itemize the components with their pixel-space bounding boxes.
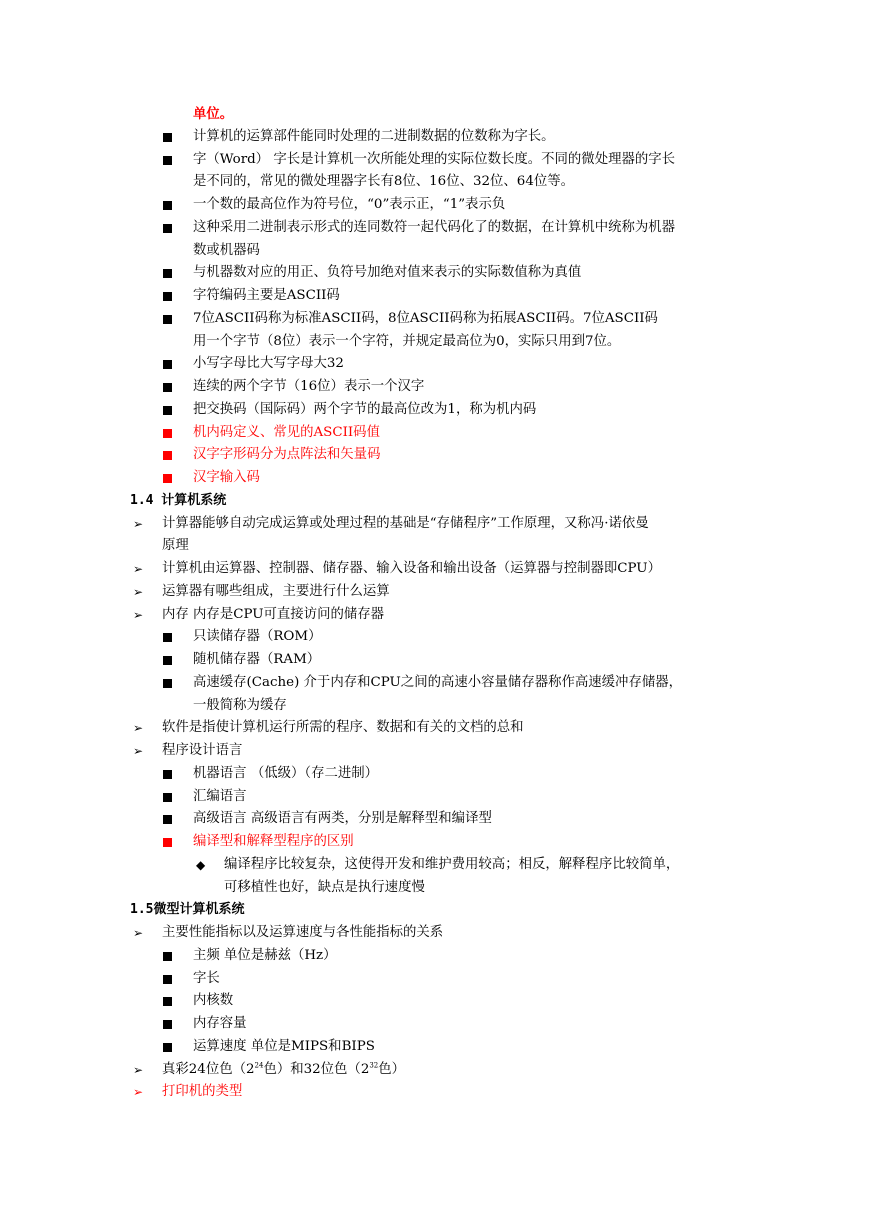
list-item — [0, 285, 869, 308]
square-bullet-icon — [163, 308, 172, 331]
list-item — [0, 376, 869, 399]
section-heading — [0, 899, 869, 922]
square-bullet-icon — [163, 626, 172, 649]
list-item — [0, 422, 869, 445]
line-text: 编译程序比较复杂，这使得开发和维护费用较高；相反，解释程序比较简单， — [224, 856, 680, 872]
list-item — [0, 467, 869, 490]
list-item — [0, 854, 869, 877]
line-text: 汉字输入码 — [193, 470, 260, 485]
line-text: 编译型和解释型程序的区别 — [193, 834, 354, 849]
arrow-bullet-icon: ➢ — [133, 1085, 144, 1100]
square-bullet-icon — [163, 285, 172, 308]
line-text: 用一个字节（8位）表示一个字符，并规定最高位为0，实际只用到7位。 — [193, 333, 621, 349]
list-item — [0, 194, 869, 217]
line-text: 一般简称为缓存 — [193, 697, 287, 713]
line-text: 与机器数对应的用正、负符号加绝对值来表示的实际数值称为真值 — [193, 265, 582, 281]
line-text: 内核数 — [193, 993, 234, 1009]
list-item — [0, 262, 869, 285]
list-item — [0, 217, 869, 240]
list-item — [0, 1013, 869, 1036]
line-text: 机器语言 （低级）（存二进制） — [193, 765, 379, 781]
list-item — [0, 1036, 869, 1059]
line-text: 字长 — [193, 970, 220, 986]
line-text: 运算器有哪些组成，主要进行什么运算 — [162, 583, 390, 599]
list-item — [0, 308, 869, 331]
square-bullet-icon — [163, 444, 172, 467]
list-item — [0, 126, 869, 149]
list-item — [0, 990, 869, 1013]
square-bullet-icon — [163, 194, 172, 217]
square-bullet-icon — [163, 422, 172, 445]
square-bullet-icon — [163, 376, 172, 399]
list-item — [0, 581, 869, 604]
arrow-bullet-icon: ➢ — [133, 584, 144, 599]
line-text: 内存容量 — [193, 1016, 247, 1031]
diamond-bullet-icon: ◆ — [196, 857, 206, 872]
line-text: 主频 单位是赫兹（Hz） — [193, 947, 337, 963]
list-item — [0, 922, 869, 945]
document-page — [0, 103, 869, 1104]
list-item — [0, 558, 869, 581]
line-text: 机内码定义、常见的ASCII码值 — [193, 424, 380, 440]
line-text: 软件是指使计算机运行所需的程序、数据和有关的文档的总和 — [162, 720, 524, 736]
list-item — [0, 945, 869, 968]
section-heading — [0, 490, 869, 513]
line-text: 计算机由运算器、控制器、储存器、输入设备和输出设备（运算器与控制器即CPU） — [162, 561, 661, 576]
list-item-continuation — [0, 877, 869, 900]
square-bullet-icon — [163, 149, 172, 172]
line-text: 可移植性也好，缺点是执行速度慢 — [224, 879, 425, 895]
square-bullet-icon — [163, 1036, 172, 1059]
list-item — [0, 444, 869, 467]
list-item — [0, 831, 869, 854]
list-item-continuation — [0, 331, 869, 354]
line-text: 7位ASCII码称为标准ASCII码，8位ASCII码称为拓展ASCII码。7位ASCII码 — [193, 310, 658, 326]
line-text: 这种采用二进制表示形式的连同数符一起代码化了的数据，在计算机中统称为机器 — [193, 219, 676, 235]
list-item-continuation — [0, 535, 869, 558]
line-text: 数或机器码 — [193, 242, 260, 258]
list-item — [0, 968, 869, 991]
list-item — [0, 103, 869, 126]
square-bullet-icon — [163, 353, 172, 376]
square-bullet-icon — [163, 262, 172, 285]
square-bullet-icon — [163, 968, 172, 991]
line-text: 内存 内存是CPU可直接访问的储存器 — [162, 606, 385, 622]
line-text: 只读储存器（ROM） — [193, 629, 322, 645]
list-item — [0, 717, 869, 740]
line-text: 计算器能够自动完成运算或处理过程的基础是“存储程序”工作原理，又称冯·诺依曼 — [162, 515, 649, 531]
line-text: 计算机的运算部件能同时处理的二进制数据的位数称为字长。 — [193, 128, 555, 144]
line-text: 一个数的最高位作为符号位，“0”表示正，“1”表示负 — [193, 197, 506, 212]
line-text: 字（Word） 字长是计算机一次所能处理的实际位数长度。不同的微处理器的字长 — [193, 151, 676, 167]
line-text: 是不同的，常见的微处理器字长有8位、16位、32位、64位等。 — [193, 174, 575, 190]
line-text: 汇编语言 — [193, 788, 247, 804]
square-bullet-icon — [163, 672, 172, 695]
list-item-continuation — [0, 171, 869, 194]
list-item — [0, 626, 869, 649]
square-bullet-icon — [163, 1013, 172, 1036]
line-text: 原理 — [162, 538, 189, 554]
superscript: 32 — [369, 1061, 379, 1070]
line-text: 真彩24位色（$2^{24}$色）和32位色（$2^{32}$色） — [162, 1061, 406, 1077]
square-bullet-icon — [163, 945, 172, 968]
line-text: 随机储存器（RAM） — [193, 652, 321, 667]
list-item — [0, 740, 869, 763]
line-text: 小写字母比大写字母大32 — [193, 356, 344, 372]
list-item — [0, 399, 869, 422]
square-bullet-icon — [163, 831, 172, 854]
line-text: 打印机的类型 — [162, 1084, 243, 1100]
line-text: 高速缓存(Cache) 介于内存和CPU之间的高速小容量储存器称作高速缓冲存储器， — [193, 674, 683, 690]
square-bullet-icon — [163, 467, 172, 490]
list-item — [0, 649, 869, 672]
list-item — [0, 1081, 869, 1104]
line-text: 单位。 — [193, 106, 234, 122]
list-item — [0, 149, 869, 172]
line-text: 连续的两个字节（16位）表示一个汉字 — [193, 379, 425, 394]
square-bullet-icon — [163, 808, 172, 831]
list-item — [0, 786, 869, 809]
arrow-bullet-icon: ➢ — [133, 607, 144, 622]
list-item — [0, 513, 869, 536]
arrow-bullet-icon: ➢ — [133, 721, 144, 736]
list-item-continuation — [0, 240, 869, 263]
line-text: 程序设计语言 — [162, 743, 243, 758]
square-bullet-icon — [163, 763, 172, 786]
square-bullet-icon — [163, 126, 172, 149]
line-text: 把交换码（国际码）两个字节的最高位改为1，称为机内码 — [193, 401, 537, 417]
square-bullet-icon — [163, 399, 172, 422]
arrow-bullet-icon: ➢ — [133, 562, 144, 576]
square-bullet-icon — [163, 217, 172, 240]
line-text: 主要性能指标以及运算速度与各性能指标的关系 — [162, 925, 444, 940]
heading-text: 1.4 计算机系统 — [130, 492, 227, 508]
heading-text: 1.5微型计算机系统 — [130, 902, 245, 918]
square-bullet-icon — [163, 990, 172, 1013]
line-text: 高级语言 高级语言有两类，分别是解释型和编译型 — [193, 811, 492, 827]
arrow-bullet-icon: ➢ — [133, 1062, 144, 1077]
arrow-bullet-icon: ➢ — [133, 926, 144, 940]
square-bullet-icon — [163, 786, 172, 809]
list-item-continuation — [0, 695, 869, 718]
list-item — [0, 1059, 869, 1082]
list-item — [0, 808, 869, 831]
list-item — [0, 353, 869, 376]
superscript: 24 — [254, 1061, 264, 1070]
arrow-bullet-icon: ➢ — [133, 516, 144, 531]
line-text: 汉字字形码分为点阵法和矢量码 — [193, 447, 381, 463]
line-text: 字符编码主要是ASCII码 — [193, 288, 340, 303]
list-item — [0, 763, 869, 786]
list-item — [0, 604, 869, 627]
line-text: 运算速度 单位是MIPS和BIPS — [193, 1038, 375, 1054]
square-bullet-icon — [163, 649, 172, 672]
arrow-bullet-icon: ➢ — [133, 744, 144, 758]
list-item — [0, 672, 869, 695]
